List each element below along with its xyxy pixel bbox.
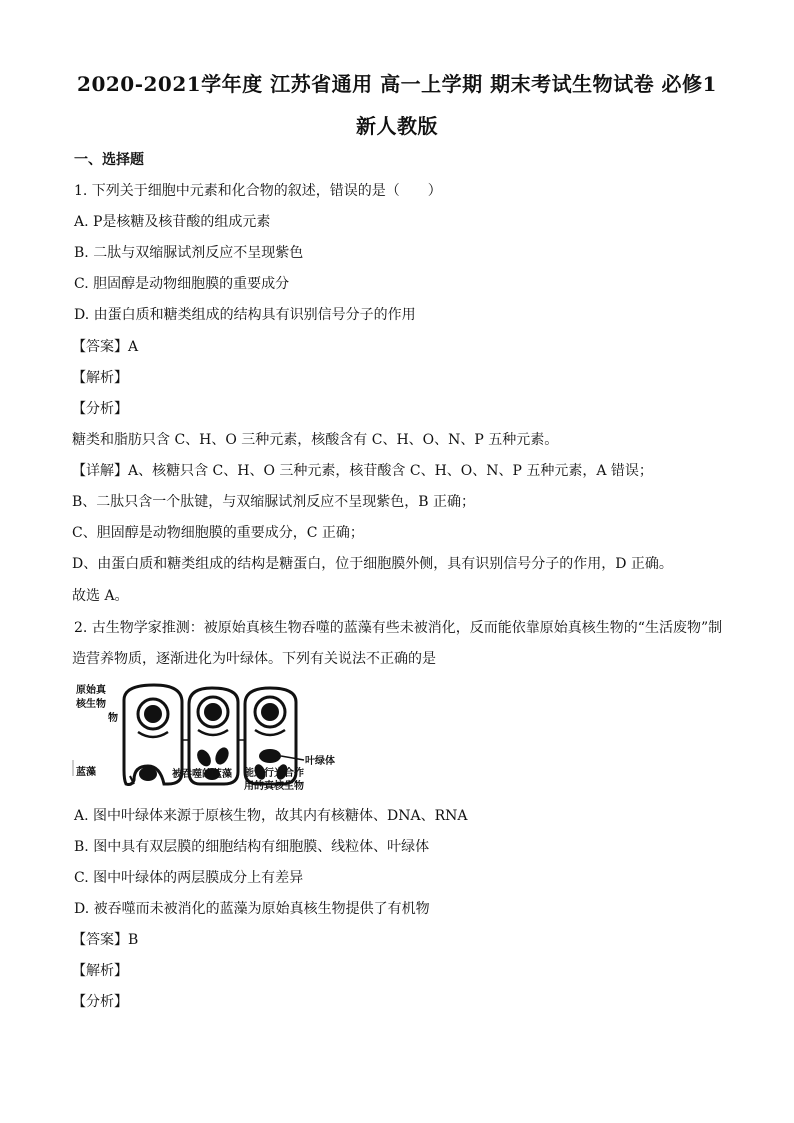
fig-label-host: 物 bbox=[108, 713, 118, 724]
fig-label-host: 原始真 bbox=[76, 685, 106, 696]
section-heading: 一、选择题 bbox=[74, 152, 144, 168]
q1-option-c: C. 胆固醇是动物细胞膜的重要成分 bbox=[74, 276, 290, 292]
q1-option-d: D. 由蛋白质和糖类组成的结构具有识别信号分子的作用 bbox=[74, 307, 416, 323]
q1-answer: 【答案】A bbox=[72, 339, 139, 355]
q1-stem: 1. 下列关于细胞中元素和化合物的叙述，错误的是（ ） bbox=[74, 183, 442, 199]
fig-label-result: 用的真核生物 bbox=[244, 781, 304, 792]
q1-option-b: B. 二肽与双缩脲试剂反应不呈现紫色 bbox=[74, 245, 304, 261]
q1-conclusion: 故选 A。 bbox=[72, 588, 129, 604]
q2-option-c: C. 图中叶绿体的两层膜成分上有差异 bbox=[74, 870, 304, 886]
q1-option-a: A. P是核糖及核苷酸的组成元素 bbox=[74, 214, 271, 230]
q1-detail-line: B、二肽只含一个肽键，与双缩脲试剂反应不呈现紫色，B 正确； bbox=[72, 494, 476, 510]
q2-stem-line1: 2. 古生物学家推测：被原始真核生物吞噬的蓝藻有些未被消化，反而能依靠原始真核生物的“生活废物”制 bbox=[74, 620, 723, 636]
q2-option-a: A. 图中叶绿体来源于原核生物，故其内有核糖体、DNA、RNA bbox=[74, 808, 468, 824]
q1-fenxi-text: 糖类和脂肪只含 C、H、O 三种元素，核酸含有 C、H、O、N、P 五种元素。 bbox=[72, 432, 559, 448]
fig-label-chloroplast: 叶绿体 bbox=[305, 756, 335, 767]
q2-stem-line2: 造营养物质，逐渐进化为叶绿体。下列有关说法不正确的是 bbox=[72, 651, 436, 667]
page-title-line1: 2020-2021学年度 江苏省通用 高一上学期 期末考试生物试卷 必修1 bbox=[77, 72, 717, 96]
fig-label-cyanobacteria: 蓝藻 bbox=[76, 767, 96, 778]
page-title-line2: 新人教版 bbox=[356, 114, 438, 138]
q2-option-d: D. 被吞噬而未被消化的蓝藻为原始真核生物提供了有机物 bbox=[74, 901, 430, 917]
q2-option-b: B. 图中具有双层膜的细胞结构有细胞膜、线粒体、叶绿体 bbox=[74, 839, 430, 855]
fig-label-result: 能进行光合作 bbox=[244, 768, 304, 779]
fig-label-host: 核生物 bbox=[76, 699, 106, 710]
fig-label-engulfed: 被吞噬的蓝藻 bbox=[172, 769, 232, 780]
q2-analysis-heading: 【解析】 bbox=[72, 963, 128, 979]
q2-fenxi-heading: 【分析】 bbox=[72, 994, 128, 1010]
q1-detail-line: 【详解】A、核糖只含 C、H、O 三种元素，核苷酸含 C、H、O、N、P 五种元素，A 错误； bbox=[72, 463, 653, 479]
q2-answer: 【答案】B bbox=[72, 932, 139, 948]
q1-analysis-heading: 【解析】 bbox=[72, 370, 128, 386]
q1-fenxi-heading: 【分析】 bbox=[72, 401, 128, 417]
q1-detail-line: C、胆固醇是动物细胞膜的重要成分，C 正确； bbox=[72, 525, 364, 541]
q1-detail-line: D、由蛋白质和糖类组成的结构是糖蛋白，位于细胞膜外侧，具有识别信号分子的作用，D 正确。 bbox=[72, 556, 673, 572]
endosymbiosis-figure bbox=[72, 680, 362, 792]
